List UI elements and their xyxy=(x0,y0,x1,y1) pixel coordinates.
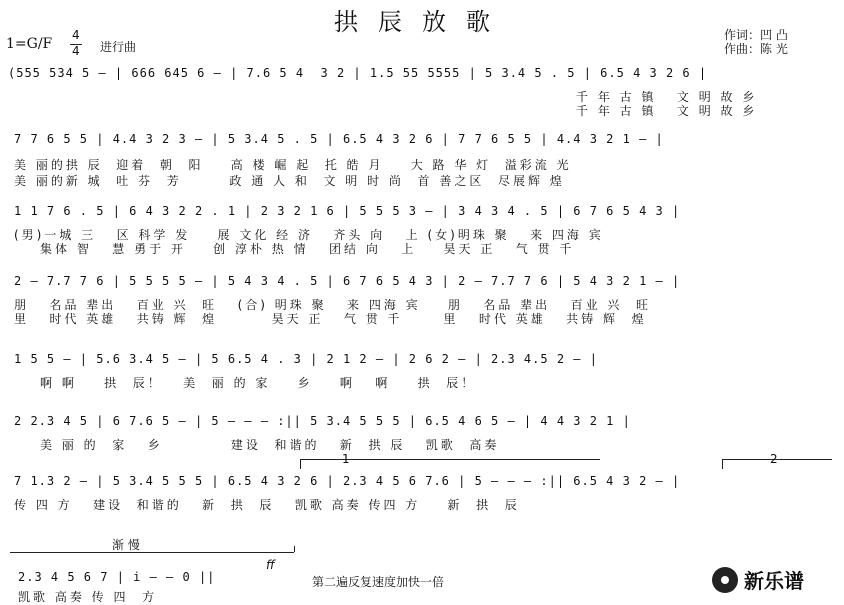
score-row-3-lyric-1: (男)一城 三 区 科学 发 展 文化 经 济 齐头 向 上 (女)明珠 聚 来 四海 宾 xyxy=(14,228,604,242)
time-signature-bottom: 4 xyxy=(72,44,80,58)
time-signature-top: 4 xyxy=(72,28,80,42)
score-row-5-lyric-1: 啊 啊 拱 辰！ 美 丽 的 家 乡 啊 啊 拱 辰！ xyxy=(40,376,477,390)
score-row-5-notes: 1 5 5 — | 5.6 3.4 5 — | 5 6.5 4 . 3 | 2 1 2 — | 2 6 2 — | 2.3 4.5 2 — | xyxy=(14,352,598,366)
key-signature: 1=G/F xyxy=(6,36,53,52)
score-row-7-lyric-1: 传 四 方 建设 和谐的 新 拱 辰 凯歌 高奏 传四 方 新 拱 辰 xyxy=(14,498,520,512)
composer-credit: 作曲：陈 光 xyxy=(724,42,788,56)
score-row-4-lyric-2: 里 时代 英雄 共铸 辉 煌 昊天 正 气 贯 千 里 时代 英雄 共铸 辉 煌 xyxy=(14,312,647,326)
score-row-3-notes: 1 1 7 6 . 5 | 6 4 3 2 2 . 1 | 2 3 2 1 6 | 5 5 5 3 — | 3 4 3 4 . 5 | 6 7 6 5 4 3 | xyxy=(14,204,681,218)
record-icon xyxy=(712,567,738,593)
ritardando-label: 渐 慢 xyxy=(112,538,140,552)
song-title: 拱辰放歌 xyxy=(334,8,510,36)
score-row-2-lyric-1: 美 丽的拱 辰 迎着 朝 阳 高 楼 崛 起 托 皓 月 大 路 华 灯 溢彩流 光 xyxy=(14,158,572,172)
score-row-1-notes: (555 534 5 — | 666 645 6 — | 7.6 5 4 3 2 | 1.5 55 5555 | 5 3.4 5 . 5 | 6.5 4 3 2 6 | xyxy=(8,66,708,80)
volta-1-label: 1 xyxy=(342,452,350,466)
score-row-6-lyric-1: 美 丽 的 家 乡 建设 和谐的 新 拱 辰 凯歌 高奏 xyxy=(40,438,500,452)
score-row-4-lyric-1: 朋 名品 辈出 百业 兴 旺 (合) 明珠 聚 来 四海 宾 朋 名品 辈出 百业 兴 旺 xyxy=(14,298,652,312)
dynamic-marking: ff xyxy=(266,558,275,572)
volta-2-label: 2 xyxy=(770,452,778,466)
score-row-2-lyric-2: 美 丽的新 城 吐 芬 芳 政 通 人 和 文 明 时 尚 首 善之区 尽展辉 煌 xyxy=(14,174,565,188)
score-row-8-notes: 2.3 4 5 6 7 | i — — 0 || xyxy=(18,570,216,584)
score-row-7-notes: 7 1.3 2 — | 5 3.4 5 5 5 | 6.5 4 3 2 6 | 2.3 4 5 6 7.6 | 5 — — — :|| 6.5 4 3 2 — | xyxy=(14,474,681,488)
score-row-1-lyric-1: 千 年 古 镇 文 明 故 乡 xyxy=(576,90,758,104)
site-logo xyxy=(712,565,804,594)
repeat-tempo-note: 第二遍反复速度加快一倍 xyxy=(312,575,445,589)
tempo-marking: 进行曲 xyxy=(100,40,137,54)
logo-text: 新乐谱 xyxy=(744,569,804,593)
score-row-8-lyric-1: 凯歌 高奏 传 四 方 xyxy=(18,590,158,604)
score-row-3-lyric-2: 集体 智 慧 勇于 开 创 淳朴 热 情 团结 向 上 昊天 正 气 贯 千 xyxy=(40,242,575,256)
score-row-4-notes: 2 — 7.7 7 6 | 5 5 5 5 — | 5 4 3 4 . 5 | 6 7 6 5 4 3 | 2 — 7.7 7 6 | 5 4 3 2 1 — | xyxy=(14,274,681,288)
score-row-6-notes: 2 2.3 4 5 | 6 7.6 5 — | 5 — — — :|| 5 3.4 5 5 5 | 6.5 4 6 5 — | 4 4 3 2 1 | xyxy=(14,414,631,428)
score-row-1-lyric-2: 千 年 古 镇 文 明 故 乡 xyxy=(576,104,758,118)
lyricist-credit: 作词：凹 凸 xyxy=(724,28,788,42)
score-row-2-notes: 7 7 6 5 5 | 4.4 3 2 3 — | 5 3.4 5 . 5 | 6.5 4 3 2 6 | 7 7 6 5 5 | 4.4 3 2 1 — | xyxy=(14,132,664,146)
